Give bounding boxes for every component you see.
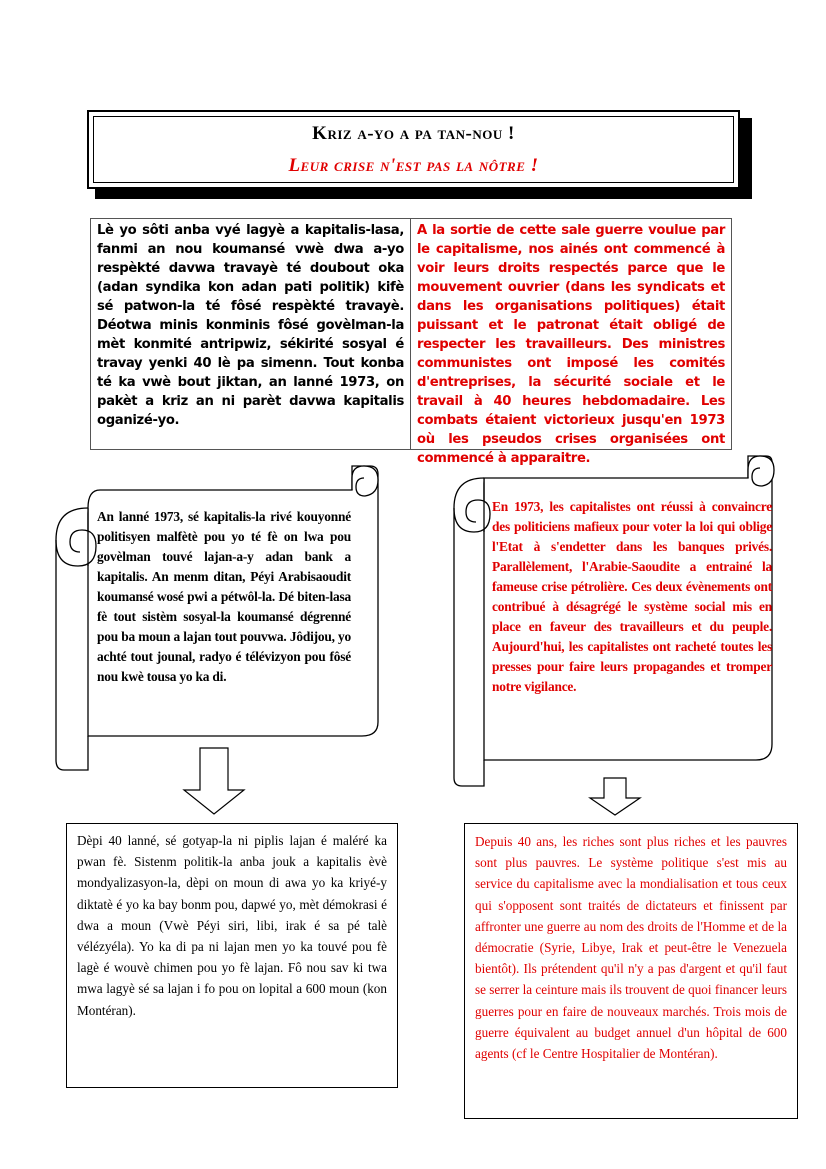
box-creole: Dèpi 40 lanné, sé gotyap-la ni piplis lajan é maléré ka pwan fè. Sistenm politik-la anba jouk a kapitalis èvè mondyalizasyon-la, dèpi on moun di awa yo ka kriyé-y diktatè é yo ka bay bonm pou, dapwé yo, mèt démokrasi é dwa a moun (Vwè Péyi siri, libi, irak é sa pé talè vélézyéla). Yo ka di pa ni lajan men yo ka touvé pou fè lagè é wouvè chimen pou yo fè lajan. Fô nou sav ki twa mwa lagyè sé sa lajan i fo pou on lopital a 600 moun (kon Montéran).	[66, 823, 398, 1088]
title-french: Leur crise n'est pas la nôtre !	[288, 155, 539, 176]
scroll-left-text: An lanné 1973, sé kapitalis-la rivé kouyonné politisyen malfètè pou yo té fè on lwa pou govèlman touvé lajan-a-y adan bank a kapitalis. An menm ditan, Péyi Arabisaoudit koumansé wosé pwi a pétwôl-la. Dé biten-lasa fè tout sistèm sosyal-la koumansé dégrenné pou ba moun a lajan tout pouvwa. Jôdijou, yo achté tout jounal, radyo é télévizyon pou fôsé nou kwè tousa yo ka di.	[97, 509, 351, 684]
arrow-down-right-icon	[590, 778, 640, 815]
intro-creole-cell: Lè yo sôti anba vyé lagyè a kapitalis-lasa, fanmi an nou koumansé vwè dwa a-yo respèkté davwa travayè té doubout oka (adan syndika kon adan pati politik) kifè sé patwon-la té fôsé respèkté travayè. Déotwa minis konminis fôsé govèlman-la mèt konmité antripwiz, sékirité sosyal é travay yenki 40 lè pa simenn. Tout konba té ka vwè bout jiktan, an lanné 1973, on pakèt a kriz an ni parèt davwa kapitalis oganizé-yo.	[91, 219, 411, 449]
box-french: Depuis 40 ans, les riches sont plus riches et les pauvres sont plus pauvres. Le système politique s'est mis au service du capitalisme avec la mondialisation et tous ceux qui s'opposent sont traités de dictateurs et finissent par affronter une guerre au nom des droits de l'Homme et de la démocratie (Syrie, Libye, Irak et peut-être le Venezuela bientôt). Ils prétendent qu'il n'y a pas d'argent et qu'il faut se serrer la ceinture mais ils trouvent de quoi financer leurs guerres pour en faire de nouveaux marchés. Trois mois de guerre équivalent au budget annuel d'un hôpital de 600 agents (cf le Centre Hospitalier de Montéran).	[464, 823, 798, 1119]
title-creole: Kriz a-yo a pa tan-nou !	[312, 123, 515, 144]
scroll-right-text: En 1973, les capitalistes ont réussi à convaincre des politiciens mafieux pour voter la loi qui oblige l'Etat à s'endetter dans les banques privés. Parallèlement, l'Arabie-Saoudite a entrainé la fameuse crise pétrolière. Ces deux évènements ont contribué à désagrégé le système social mis en place en faveur des travailleurs et du peuple. Aujourd'hui, les capitalistes ont racheté toutes les presses pour faire leurs propagandes et tromper notre vigilance.	[492, 499, 772, 694]
intro-french-cell: A la sortie de cette sale guerre voulue par le capitalisme, nos ainés ont commencé à voir leurs droits respectés parce que le mouvement ouvrier (dans les syndicats et dans les organisations politiques) était puissant et le patronat était obligé de respecter les travailleurs. Des ministres communistes ont imposé les comités d'entreprises, la sécurité sociale et le travail à 40 heures hebdomadaire. Les combats étaient victorieux jusqu'en 1973 où les pseudos crises organisées ont commencé à apparaitre.	[417, 223, 725, 466]
arrow-down-left-icon	[184, 748, 244, 814]
